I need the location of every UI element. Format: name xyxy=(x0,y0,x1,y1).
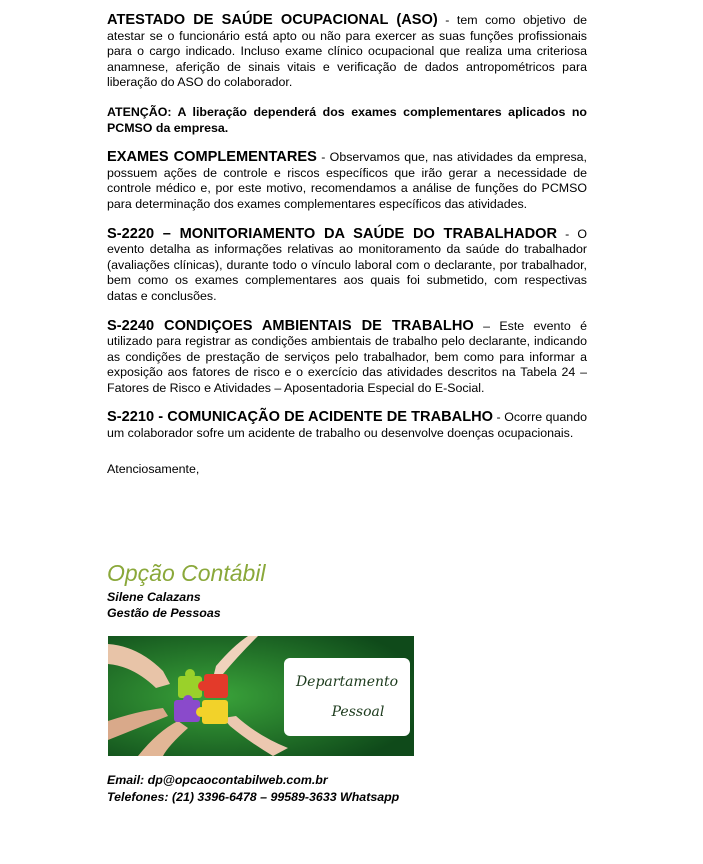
banner-title-line2: Pessoal xyxy=(331,704,385,720)
section-text: - Observamos que, nas atividades da empresa, possuem ações de controle e riscos específicos que irão gerar a necessidade de controle médico e, por este motivo, recomendamos a análise de funções do PCMSO para determinação dos exames complementares específicos das atividades. xyxy=(107,150,587,211)
section-text: - tem como objetivo de atestar se o funcionário está apto ou não para exercer as suas funções profissionais para o cargo indicado. Incluso exame clínico ocupacional que realiza uma criteriosa anamnese, aferição de sinais vitais e verificação de dados antropométricos para liberação do ASO do colaborador. xyxy=(107,13,587,90)
contact-email: Email: dp@opcaocontabilweb.com.br xyxy=(107,773,328,787)
section-s2220 xyxy=(107,227,587,305)
board xyxy=(284,658,410,736)
section-title: ATESTADO DE SAÚDE OCUPACIONAL (ASO) xyxy=(107,12,438,28)
department-banner xyxy=(108,636,414,756)
section-title: S-2210 - COMUNICAÇÃO DE ACIDENTE DE TRABALHO xyxy=(107,409,494,426)
company-logo: Opção Contábil xyxy=(107,560,266,586)
section-aso xyxy=(107,13,587,91)
section-title: S-2240 CONDIÇOES AMBIENTAIS DE TRABALHO xyxy=(107,317,474,334)
section-exames xyxy=(107,150,587,212)
banner-title-line1: Departamento xyxy=(295,674,399,690)
section-text: – Este evento é utilizado para registrar as condições ambientais de trabalho pelo declarante, indicando as condições de prestação de serviços pelo trabalhador, bem como para informar a exposição aos fatores de risco e o exercício das atividades descritos na Tabela 24 – Fatores de Risco e Atividades – Aposentadoria Especial do E-Social. xyxy=(107,318,587,395)
section-title: EXAMES COMPLEMENTARES xyxy=(107,149,317,166)
signer-name: Silene Calazans xyxy=(107,590,201,604)
section-s2210 xyxy=(107,410,587,441)
section-title: S-2220 – MONITORIAMENTO DA SAÚDE DO TRABALHADOR xyxy=(107,225,558,242)
signer-role: Gestão de Pessoas xyxy=(107,606,221,620)
section-s2240 xyxy=(107,319,587,397)
section-text: - O evento detalha as informações relativas ao monitoramento da saúde do trabalhador (avaliações clínicas), durante todo o vínculo laboral com o declarante, por trabalhador, bem como os exames complementares aos quais foi submetido, com respectivas datas e conclusões. xyxy=(107,226,587,303)
attention-notice: ATENÇÃO: A liberação dependerá dos exames complementares aplicados no PCMSO da empresa. xyxy=(107,104,587,135)
banner-illustration xyxy=(108,636,414,756)
closing-text: Atenciosamente, xyxy=(107,461,200,476)
contact-phones: Telefones: (21) 3396-6478 – 99589-3633 Whatsapp xyxy=(107,790,400,804)
section-text: - Ocorre quando um colaborador sofre um acidente de trabalho ou desenvolve doenças ocupacionais. xyxy=(107,410,587,441)
document-body xyxy=(107,13,587,477)
